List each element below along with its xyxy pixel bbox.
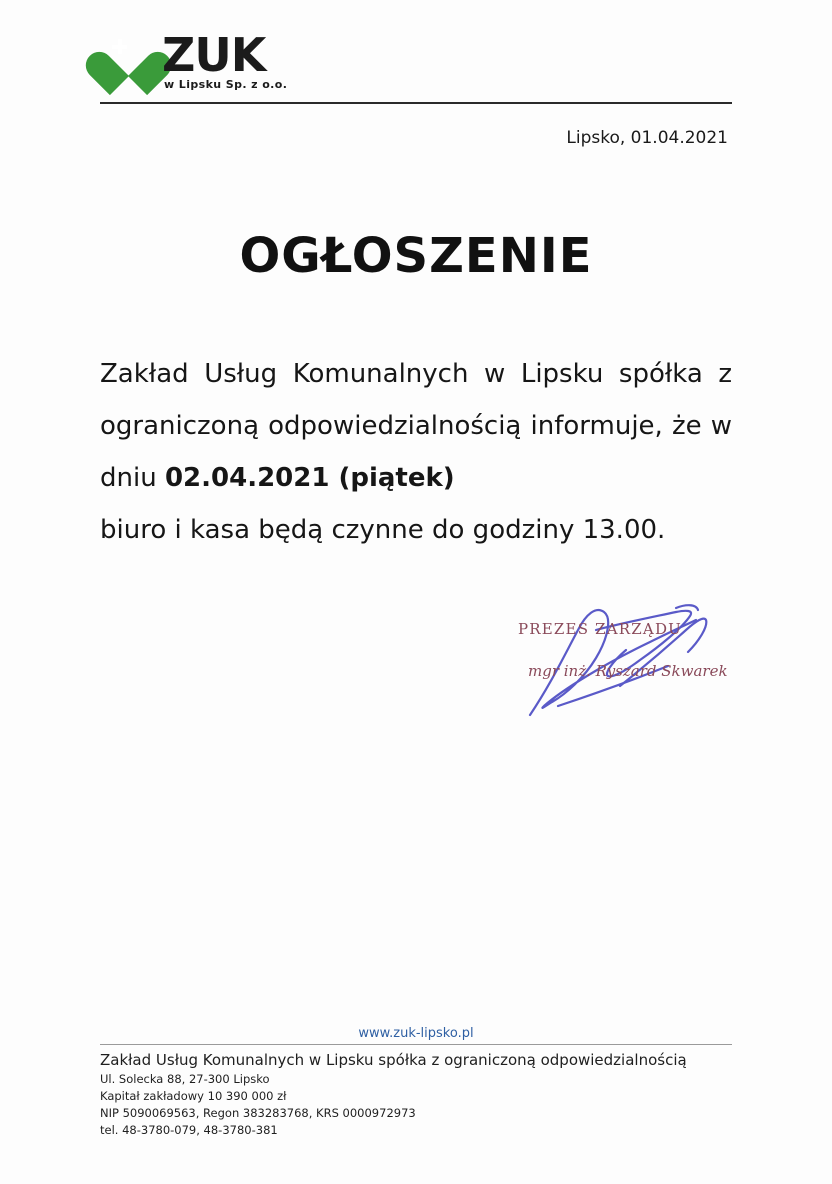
- signature-name: mgr inż. Ryszard Skwarek: [528, 662, 728, 680]
- logo-text: [162, 30, 287, 91]
- footer-phone: tel. 48-3780-079, 48-3780-381: [100, 1123, 278, 1137]
- signature-title: PREZES ZARZĄDU: [518, 620, 683, 638]
- date-line: Lipsko, 01.04.2021: [566, 128, 728, 148]
- announcement-body: [100, 348, 732, 556]
- letterhead: [100, 30, 732, 110]
- signature-area: [500, 590, 760, 740]
- logo-subtitle: w Lipsku Sp. z o.o.: [164, 78, 288, 91]
- page-title: OGŁOSZENIE: [239, 228, 593, 284]
- body-highlight-date: 02.04.2021 (piątek): [164, 463, 455, 493]
- body-part-2: biuro i kasa będą czynne do godziny 13.00.: [100, 515, 666, 545]
- company-logo: [100, 30, 287, 91]
- footer-details: [100, 1049, 732, 1139]
- footer-divider: [100, 1044, 732, 1045]
- header-divider: [100, 102, 732, 104]
- logo-wordmark: ZUK: [162, 28, 266, 82]
- footer-capital: Kapitał zakładowy 10 390 000 zł: [100, 1089, 287, 1103]
- body-part-1: Zakład Usług Komunalnych w Lipsku spółka z ograniczoną odpowiedzialnością informuje, że w dniu: [100, 359, 732, 493]
- footer-identifiers: NIP 5090069563, Regon 383283768, KRS 0000972973: [100, 1106, 416, 1120]
- footer-website-link[interactable]: www.zuk-lipsko.pl: [358, 1026, 474, 1041]
- heart-cross-icon: [100, 30, 166, 88]
- footer-address: Ul. Solecka 88, 27-300 Lipsko: [100, 1072, 270, 1086]
- footer-company-name: Zakład Usług Komunalnych w Lipsku spółka z ograniczoną odpowiedzialnością: [100, 1051, 687, 1069]
